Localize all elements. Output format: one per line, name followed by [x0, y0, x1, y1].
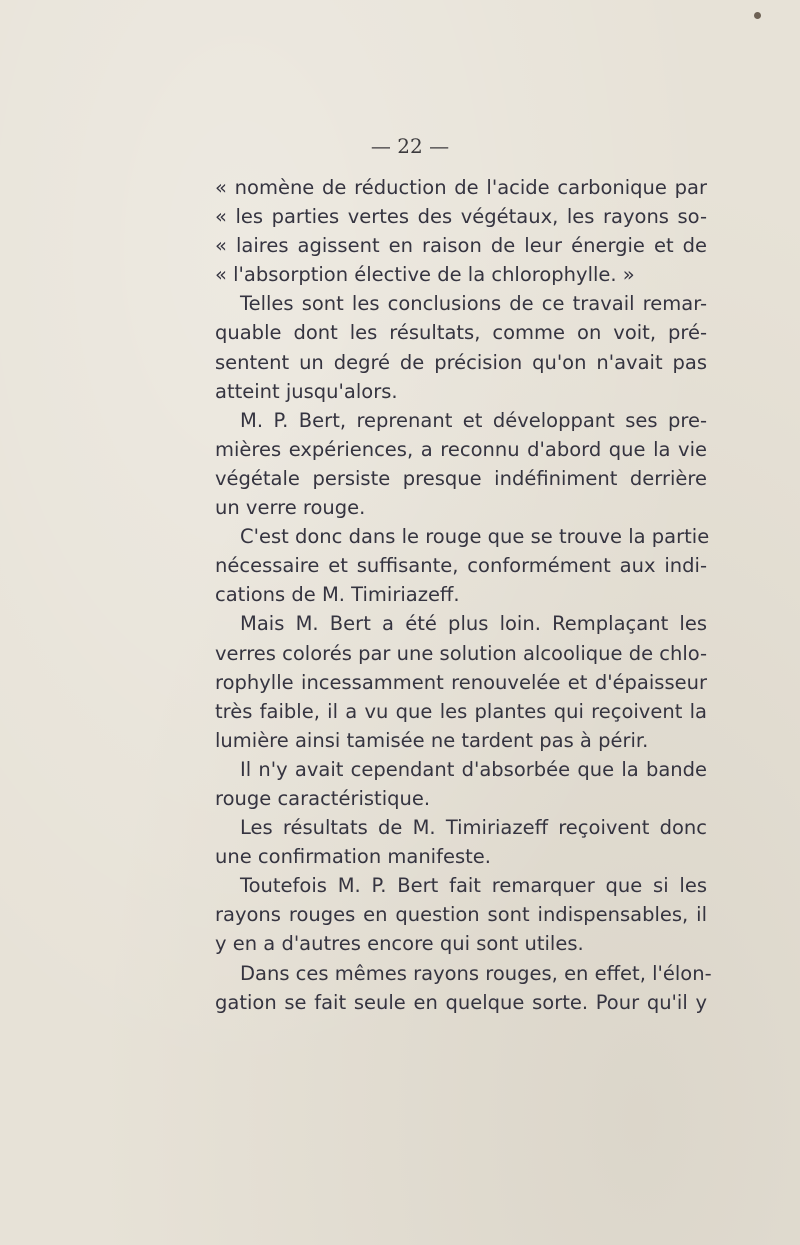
- text-line: lumière ainsi tamisée ne tardent pas à périr.: [215, 728, 649, 752]
- ink-spot: [754, 12, 761, 19]
- text-line: rayons rouges en question sont indispensables, il: [215, 903, 707, 927]
- text-line: gation se fait seule en quelque sorte. Pour qu'il y: [215, 990, 707, 1014]
- text-line: cations de M. Timiriazeff.: [215, 583, 460, 607]
- text-line: atteint jusqu'alors.: [215, 379, 398, 403]
- text-line: Les résultats de M. Timiriazeff reçoivent donc: [240, 816, 707, 840]
- text-line: Telles sont les conclusions de ce travail remar-: [240, 292, 707, 316]
- text-line: Toutefois M. P. Bert fait remarquer que si les: [240, 874, 707, 898]
- text-line: « nomène de réduction de l'acide carbonique par: [215, 176, 707, 199]
- text-line: un verre rouge.: [215, 496, 366, 520]
- text-line: nécessaire et suffisante, conformément aux indi-: [215, 554, 707, 578]
- text-line: verres colorés par une solution alcoolique de chlo-: [215, 641, 708, 665]
- text-line: C'est donc dans le rouge que se trouve la partie: [240, 525, 710, 549]
- text-line: rophylle incessamment renouvelée et d'épaisseur: [215, 670, 707, 694]
- text-line: rouge caractéristique.: [215, 786, 431, 810]
- text-line: une confirmation manifeste.: [215, 845, 491, 869]
- text-line: quable dont les résultats, comme on voit, pré-: [215, 321, 707, 345]
- text-line: Il n'y avait cependant d'absorbée que la bande: [240, 757, 707, 781]
- text-line: « laires agissent en raison de leur énergie et de: [215, 234, 707, 258]
- text-line: « les parties vertes des végétaux, les rayons so-: [215, 205, 707, 229]
- page-number: — 22 —: [370, 134, 450, 158]
- body-text: [215, 173, 712, 1017]
- text-line: Mais M. Bert a été plus loin. Remplaçant les: [240, 612, 707, 636]
- text-line: mières expériences, a reconnu d'abord que la vie: [215, 437, 707, 461]
- text-line: sentent un degré de précision qu'on n'avait pas: [215, 350, 707, 374]
- text-line: « l'absorption élective de la chlorophylle. »: [215, 263, 635, 287]
- text-line: M. P. Bert, reprenant et développant ses pre-: [240, 408, 707, 432]
- text-line: végétale persiste presque indéfiniment derrière: [215, 466, 707, 490]
- text-line: y en a d'autres encore qui sont utiles.: [215, 932, 584, 956]
- text-line: très faible, il a vu que les plantes qui reçoivent la: [215, 699, 707, 723]
- text-line: Dans ces mêmes rayons rouges, en effet, l'élon-: [240, 961, 712, 985]
